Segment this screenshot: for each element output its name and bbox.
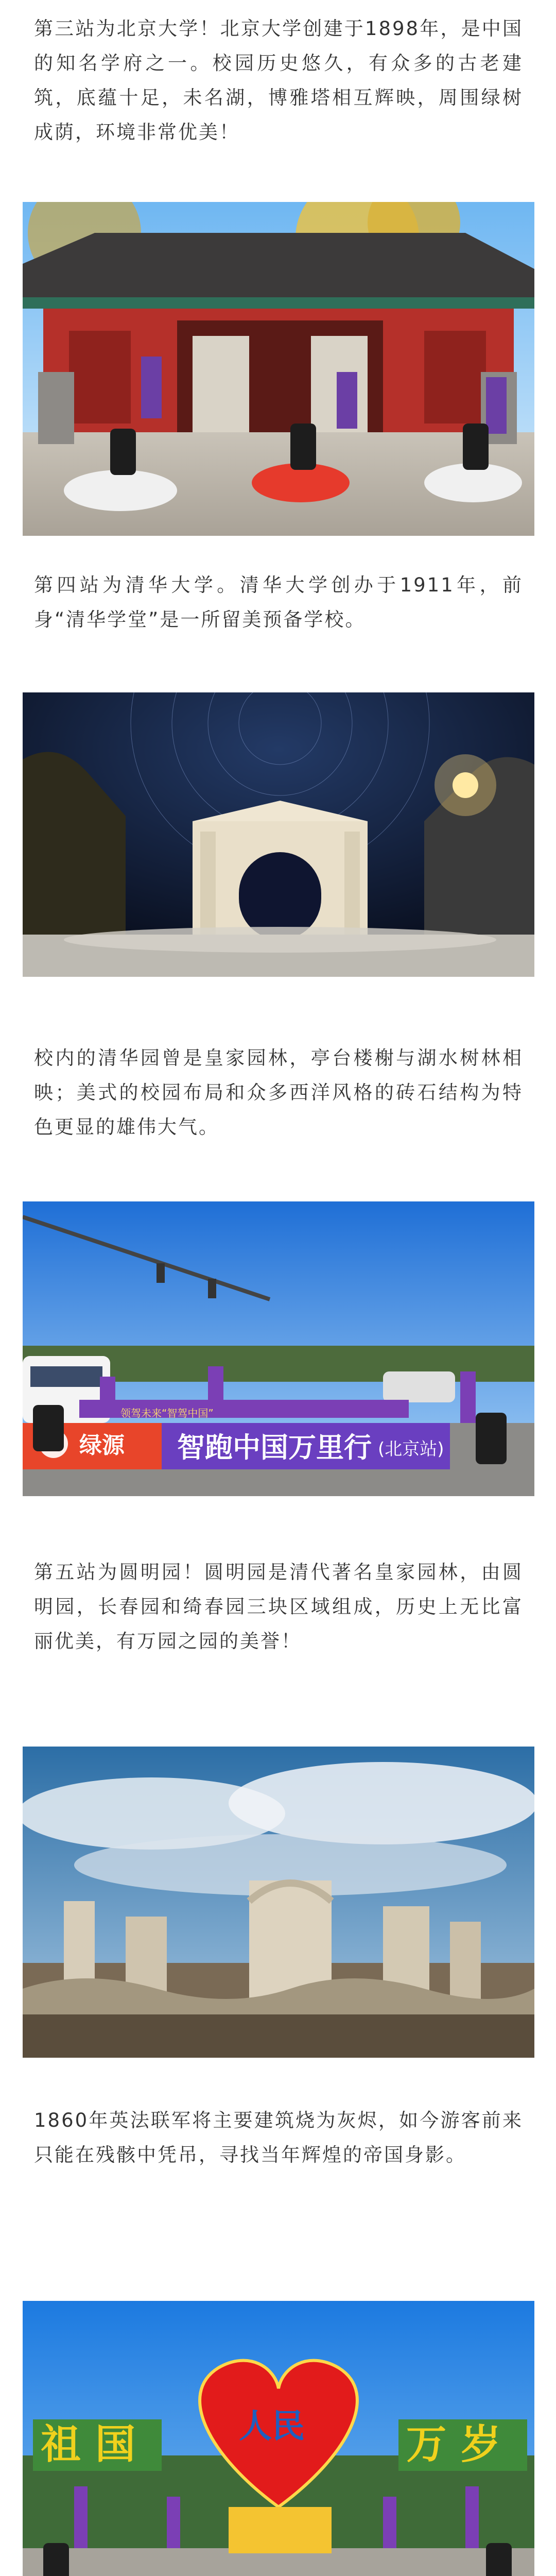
paragraph-tsinghua-university: 第四站为清华大学。清华大学创办于1911年，前身“清华学堂”是一所留美预备学校。 [34, 574, 523, 631]
banner-brand-text: 绿源 [79, 1432, 125, 1459]
photo-group-banner-street [23, 1201, 534, 1496]
paragraph-yuanmingyuan: 第五站为圆明园！圆明园是清代著名皇家园林，由圆明园，长春园和绮春园三块区域组成，历史上无比富丽优美，有万园之园的美誉！ [34, 1561, 523, 1652]
paragraph-peking-university: 第三站为北京大学！北京大学创建于1898年，是中国的知名学府之一。校园历史悠久，有众多的古老建筑，底蕴十足，未名湖，博雅塔相互辉映，周围绿树成荫，环境非常优美！ [34, 18, 523, 143]
photo-tsinghua-gate-night [23, 692, 534, 977]
banner-title-text: 智跑中国万里行 [177, 1431, 372, 1464]
photo-peking-university-gate [23, 202, 534, 536]
paragraph-ruins-history: 1860年英法联军将主要建筑烧为灰烬，如今游客前来只能在残骸中凭吊，寻找当年辉煌的帝国身影。 [34, 2109, 523, 2166]
sign-left-text: 祖国 [41, 2421, 150, 2468]
banner-tagline-text: 领驾未来“智驾中国” [120, 1407, 214, 1419]
photo-summer-palace-sign [23, 2301, 534, 2576]
photo-yuanmingyuan-ruins [23, 1747, 534, 2058]
sign-heart-text: 人民 [239, 2408, 305, 2446]
paragraph-tsinghua-garden: 校内的清华园曾是皇家园林，亭台楼榭与湖水树林相映；美式的校园布局和众多西洋风格的砖石结构为特色更显的雄伟大气。 [34, 1047, 523, 1138]
sign-right-text: 万岁 [406, 2421, 516, 2468]
banner-station-text: (北京站) [378, 1439, 444, 1460]
